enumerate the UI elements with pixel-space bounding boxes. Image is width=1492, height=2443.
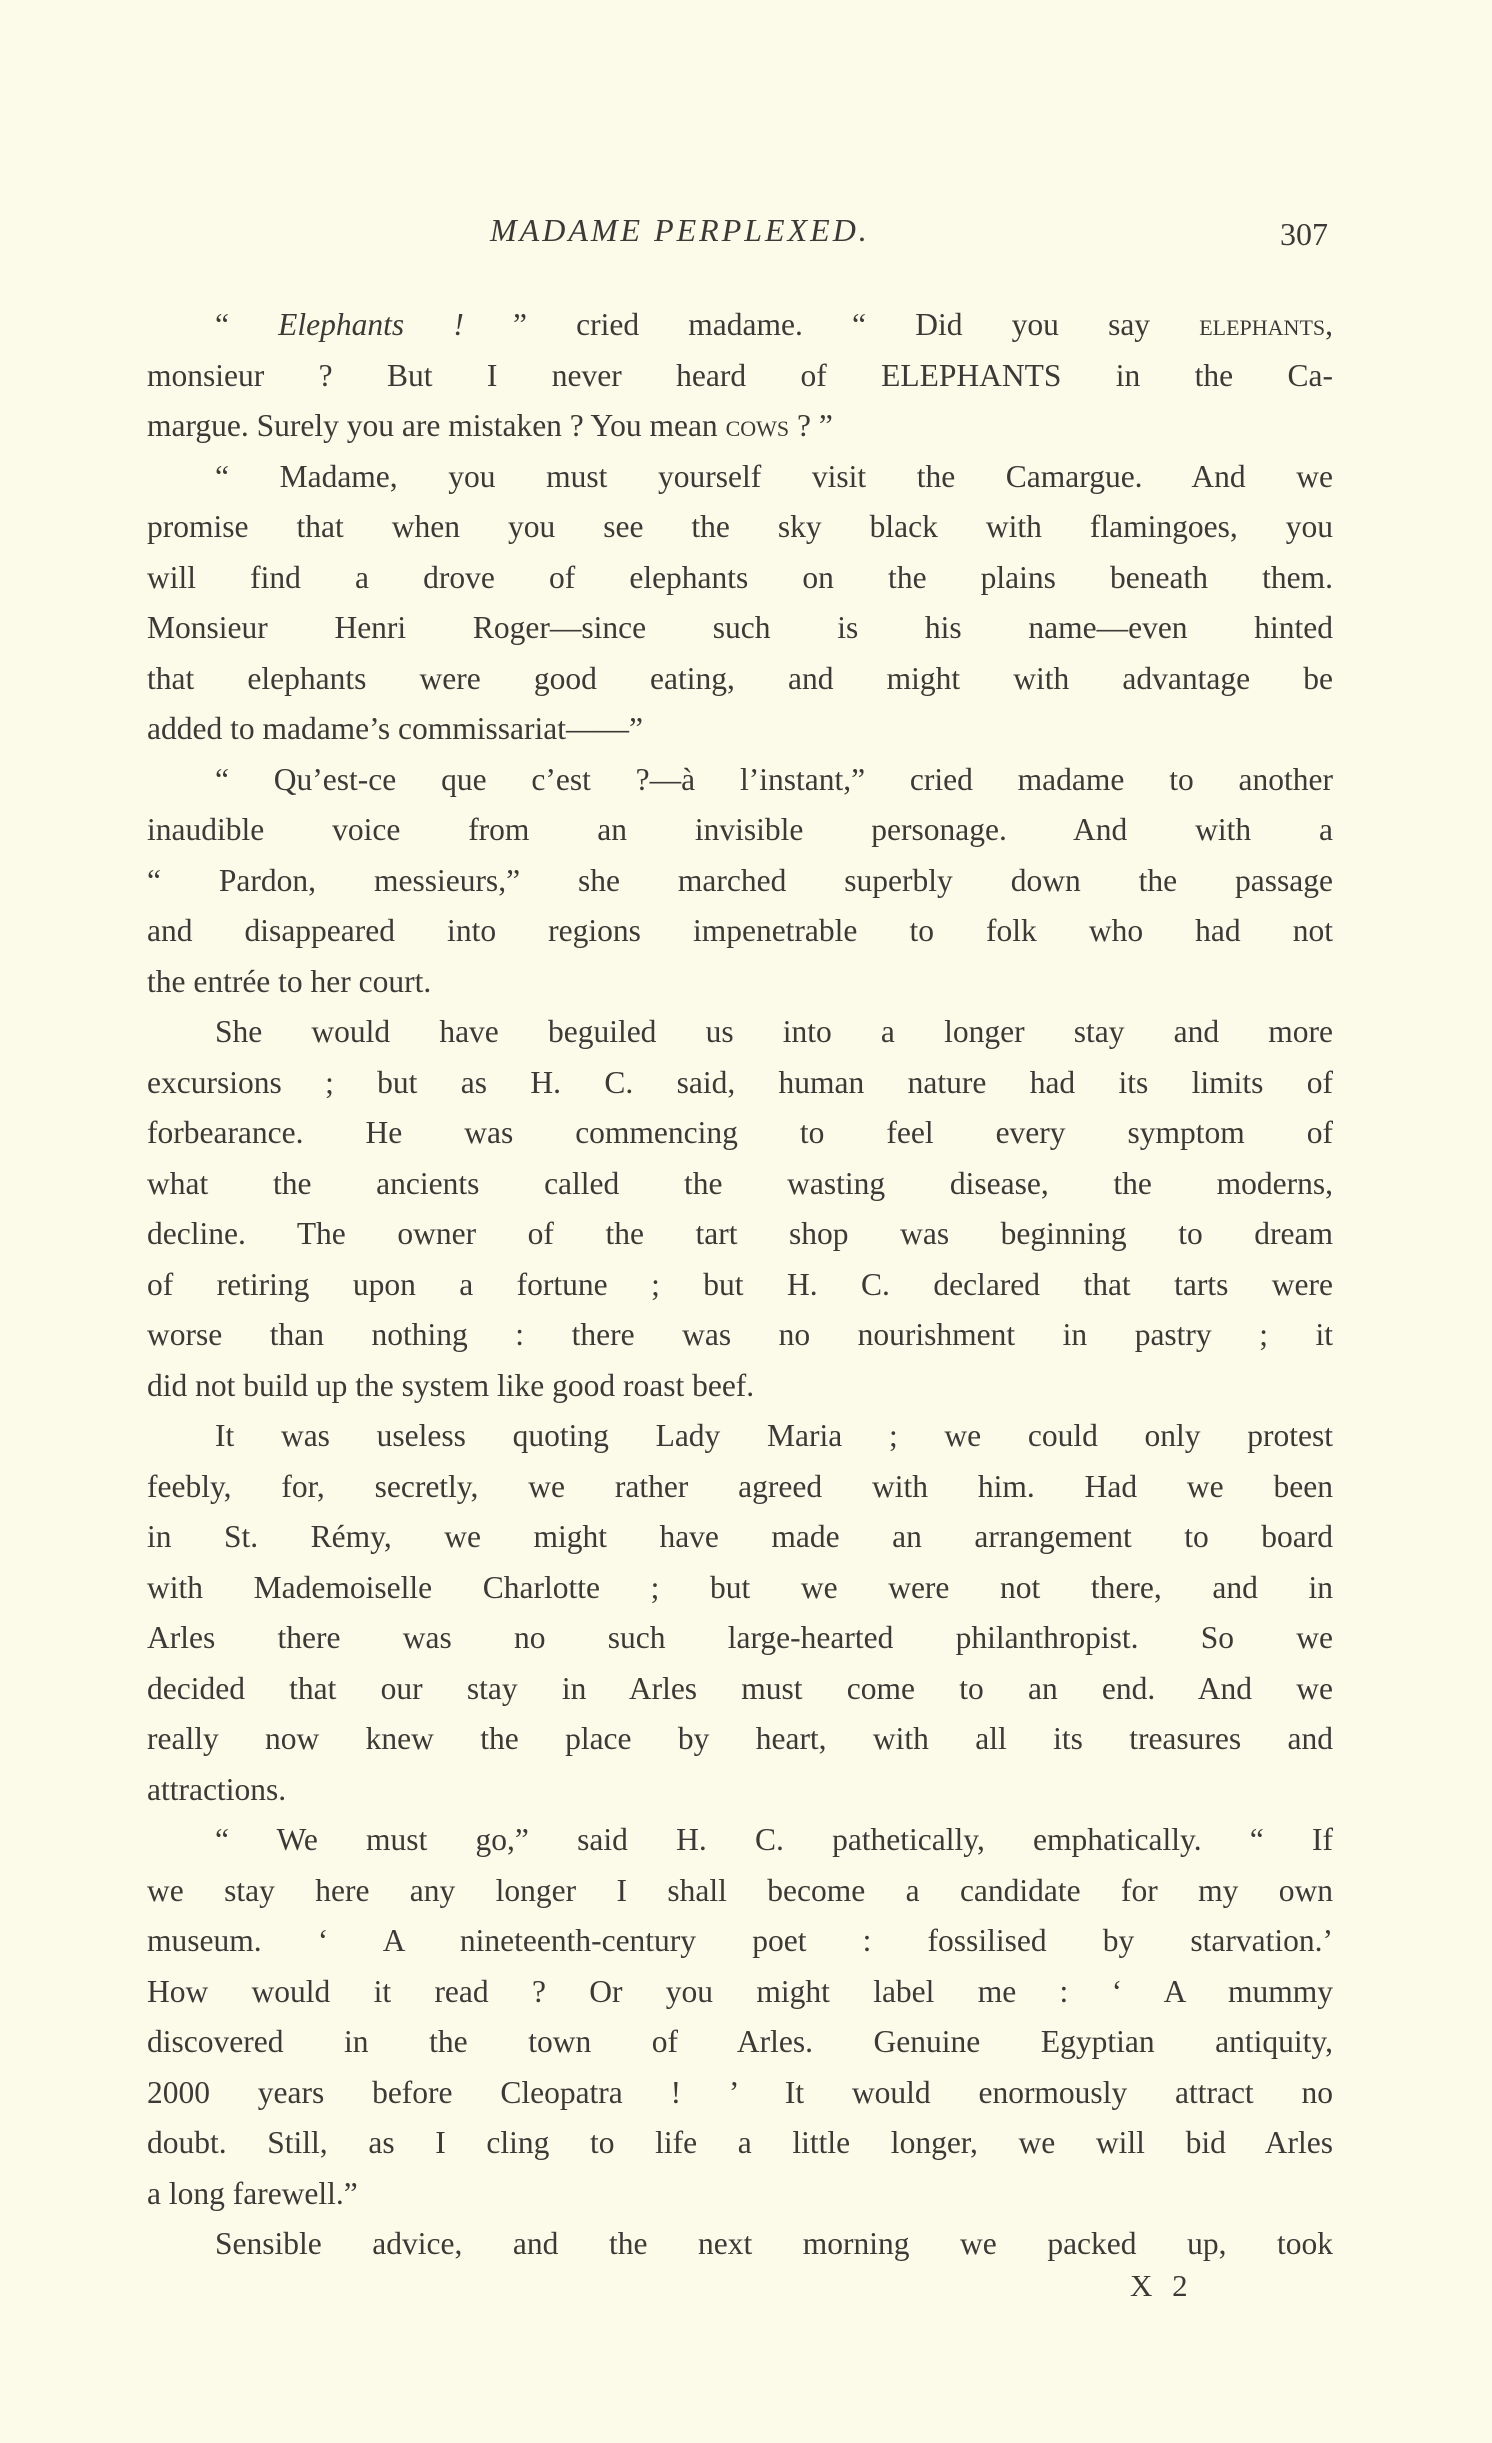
- text-line: “ We must go,” said H. C. pathetically, emphatically. “ If: [215, 1822, 1333, 1857]
- text-line: Arles there was no such large-hearted philanthropist. So we: [147, 1620, 1333, 1655]
- text-line: did not build up the system like good roast beef.: [147, 1367, 755, 1403]
- paragraph: [147, 1815, 1333, 2219]
- body-text: [147, 300, 1333, 2270]
- text-line: a long farewell.”: [147, 2175, 358, 2211]
- text-segment: margue. Surely you are mistaken ? You mean: [147, 408, 726, 443]
- text-line: Monsieur Henri Roger—since such is his name—even hinted: [147, 610, 1333, 645]
- text-line: in St. Rémy, we might have made an arrangement to board: [147, 1519, 1333, 1554]
- text-line: worse than nothing : there was no nourishment in pastry ; it: [147, 1317, 1333, 1352]
- paragraph: [147, 452, 1333, 755]
- text-line: “ Madame, you must yourself visit the Camargue. And we: [215, 458, 1333, 494]
- paragraph: [147, 755, 1333, 1008]
- text-line: we stay here any longer I shall become a candidate for my own: [147, 1872, 1333, 1908]
- running-head-title: MADAME PERPLEXED.: [490, 212, 870, 248]
- text-line: will find a drove of elephants on the plains beneath them.: [147, 559, 1333, 595]
- text-line: She would have beguiled us into a longer stay and more: [215, 1014, 1333, 1049]
- text-line: “ Pardon, messieurs,” she marched superbly down the passage: [147, 862, 1333, 898]
- text-line: How would it read ? Or you might label me : ‘ A mummy: [147, 1973, 1333, 2009]
- text-line: added to madame’s commissariat——”: [147, 711, 643, 746]
- text-segment: ? ”: [789, 408, 833, 443]
- text-line: feebly, for, secretly, we rather agreed with him. Had we been: [147, 1468, 1333, 1504]
- text-line: attractions.: [147, 1771, 287, 1807]
- paragraph: [147, 1411, 1333, 1815]
- text-line: with Mademoiselle Charlotte ; but we were not there, and in: [147, 1569, 1333, 1605]
- text-line: inaudible voice from an invisible personage. And with a: [147, 812, 1333, 847]
- text-line: doubt. Still, as I cling to life a little longer, we will bid Arles: [147, 2125, 1333, 2160]
- text-line: [147, 300, 1333, 351]
- text-line: [147, 401, 1333, 452]
- text-line: decline. The owner of the tart shop was beginning to dream: [147, 1216, 1333, 1251]
- text-line: really now knew the place by heart, with all its treasures and: [147, 1721, 1333, 1756]
- text-line: discovered in the town of Arles. Genuine Egyptian antiquity,: [147, 2024, 1333, 2059]
- text-segment: ” cried madame. “ Did you say: [463, 307, 1200, 342]
- paragraph: [147, 300, 1333, 452]
- signature-mark: X 2: [1130, 2268, 1194, 2303]
- italic-text: Elephants !: [278, 307, 464, 342]
- text-segment: “: [215, 307, 279, 342]
- text-line: It was useless quoting Lady Maria ; we could only protest: [215, 1418, 1333, 1453]
- text-line: forbearance. He was commencing to feel every symptom of: [147, 1115, 1333, 1150]
- small-caps-text: elephants: [1199, 307, 1326, 342]
- page-number: 307: [1280, 216, 1328, 252]
- small-caps-text: cows: [725, 408, 790, 443]
- paragraph: [147, 1007, 1333, 1411]
- text-line: what the ancients called the wasting disease, the moderns,: [147, 1165, 1333, 1201]
- text-segment: ,: [1325, 307, 1333, 342]
- text-line: the entrée to her court.: [147, 963, 432, 999]
- text-line: “ Qu’est-ce que c’est ?—à l’instant,” cried madame to another: [215, 761, 1333, 797]
- text-line: excursions ; but as H. C. said, human nature had its limits of: [147, 1064, 1333, 1100]
- text-line: museum. ‘ A nineteenth-century poet : fossilised by starvation.’: [147, 1923, 1333, 1958]
- text-line: and disappeared into regions impenetrable to folk who had not: [147, 913, 1333, 948]
- text-line: of retiring upon a fortune ; but H. C. declared that tarts were: [147, 1266, 1333, 1302]
- text-line: monsieur ? But I never heard of ELEPHANTS in the Ca-: [147, 357, 1333, 393]
- running-head: [0, 212, 1492, 262]
- text-line: decided that our stay in Arles must come to an end. And we: [147, 1670, 1333, 1706]
- text-line: 2000 years before Cleopatra ! ’ It would enormously attract no: [147, 2074, 1333, 2110]
- text-line: promise that when you see the sky black with flamingoes, you: [147, 509, 1333, 544]
- text-line: that elephants were good eating, and might with advantage be: [147, 660, 1333, 696]
- paragraph: [147, 2219, 1333, 2270]
- text-line: Sensible advice, and the next morning we packed up, took: [215, 2226, 1333, 2261]
